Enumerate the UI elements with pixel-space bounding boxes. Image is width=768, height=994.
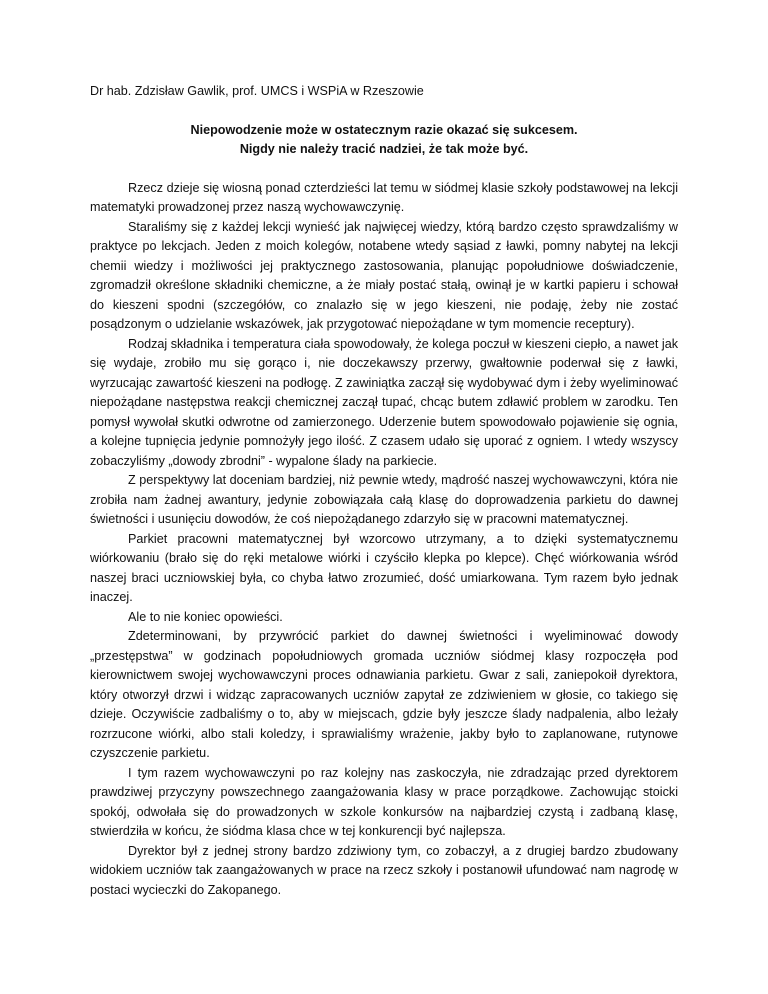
paragraph-1: Rzecz dzieje się wiosną ponad czterdzieści lat temu w siódmej klasie szkoły podstawowej na lekcji matematyki prowadzonej przez naszą wychowawczynię. bbox=[90, 180, 678, 214]
document-page bbox=[90, 82, 678, 900]
paragraph-8: I tym razem wychowawczyni po raz kolejny nas zaskoczyła, nie zdradzając przed dyrektorem prawdziwej przyczyny powszechnego zaangażowania klasy w prace porządkowe. Zachowując stoicki spokój, odwołała się do prowadzonych w szkole konkursów na najbardziej czystą i zadbaną klasę, stwierdziła w końcu, że siódma klasa chce w tej konkurencji być najlepsza. bbox=[90, 765, 678, 838]
document-title bbox=[90, 121, 678, 160]
author-line: Dr hab. Zdzisław Gawlik, prof. UMCS i WSPiA w Rzeszowie bbox=[90, 84, 424, 98]
paragraph-2: Staraliśmy się z każdej lekcji wynieść jak najwięcej wiedzy, którą bardzo często sprawdzaliśmy w praktyce po lekcjach. Jeden z moich kolegów, notabene wtedy sąsiad z ławki, pomny nabytej na lekcji chemii wiedzy i możliwości jej praktycznego zastosowania, planując popołudniowe doświadczenie, zgromadził określone składniki chemiczne, a że miały postać stałą, owinął je w kartki papieru i schował do kieszeni spodni (szczegółów, co znalazło się w jego kieszeni, nie podaję, żeby nie zostać posądzonym o udzielanie wskazówek, jak przygotować niepożądane w tym momencie receptury). bbox=[90, 219, 678, 331]
title-line-2: Nigdy nie należy tracić nadziei, że tak może być. bbox=[239, 142, 529, 156]
title-line-1: Niepowodzenie może w ostatecznym razie okazać się sukcesem. bbox=[190, 122, 578, 137]
paragraph-3: Rodzaj składnika i temperatura ciała spowodowały, że kolega poczuł w kieszeni ciepło, a nawet jak się wydaje, zrobiło mu się gorąco i, nie doczekawszy przerwy, gwałtownie poderwał się z ławki, wyrzucając zawartość kieszeni na podłogę. Z zawiniątka zaczął się wydobywać dym i żeby wyeliminować niepożądane następstwa reakcji chemicznej zaczął tupać, chcąc butem zdławić problem w zarodku. Ten pomysł wywołał skutki odwrotne od zamierzonego. Uderzenie butem spowodowało pojawienie się ognia, a kolejne tupnięcia jedynie pomnożyły jego ilość. Z czasem udało się uporać z ogniem. I wtedy wszyscy zobaczyliśmy „dowody zbrodni” - wypalone ślady na parkiecie. bbox=[90, 336, 678, 468]
paragraph-4: Z perspektywy lat doceniam bardziej, niż pewnie wtedy, mądrość naszej wychowawczyni, która nie zrobiła nam żadnej awantury, jedynie zobowiązała całą klasę do doprowadzenia parkietu do dawnej świetności i usunięciu dowodów, że coś niepożądanego zdarzyło się w pracowni matematycznej. bbox=[90, 473, 678, 526]
paragraph-6: Ale to nie koniec opowieści. bbox=[128, 609, 283, 624]
paragraph-9: Dyrektor był z jednej strony bardzo zdziwiony tym, co zobaczył, a z drugiej bardzo zbudowany widokiem uczniów tak zaangażowanych w prace na rzecz szkoły i postanowił ufundować nam nagrodę w postaci wycieczki do Zakopanego. bbox=[90, 843, 678, 897]
paragraph-5: Parkiet pracowni matematycznej był wzorcowo utrzymany, a to dzięki systematycznemu wiórkowaniu (brało się do ręki metalowe wiórki i czyściło klepka po klepce). Chęć wiórkowania wśród naszej braci uczniowskiej była, co chyba łatwo zrozumieć, dość umiarkowana. Tym razem było jednak inaczej. bbox=[90, 531, 678, 604]
paragraph-7: Zdeterminowani, by przywrócić parkiet do dawnej świetności i wyeliminować dowody „przestępstwa” w godzinach popołudniowych gromada uczniów siódmej klasy rozpoczęła pod kierownictwem swojej wychowawczyni proces odnawiania parkietu. Gwar z sali, zaniepokoił dyrektora, który otworzył drzwi i widząc zapracowanych uczniów zapytał ze zdziwieniem w głosie, co takiego się dzieje. Oczywiście zadbaliśmy o to, aby w miejscach, gdzie były jeszcze ślady nadpalenia, albo leżały rozrzucone wiórki, albo stali koledzy, i sprawialiśmy wrażenie, jakby było to zaplanowane, rutynowe czyszczenie parkietu. bbox=[90, 629, 678, 760]
